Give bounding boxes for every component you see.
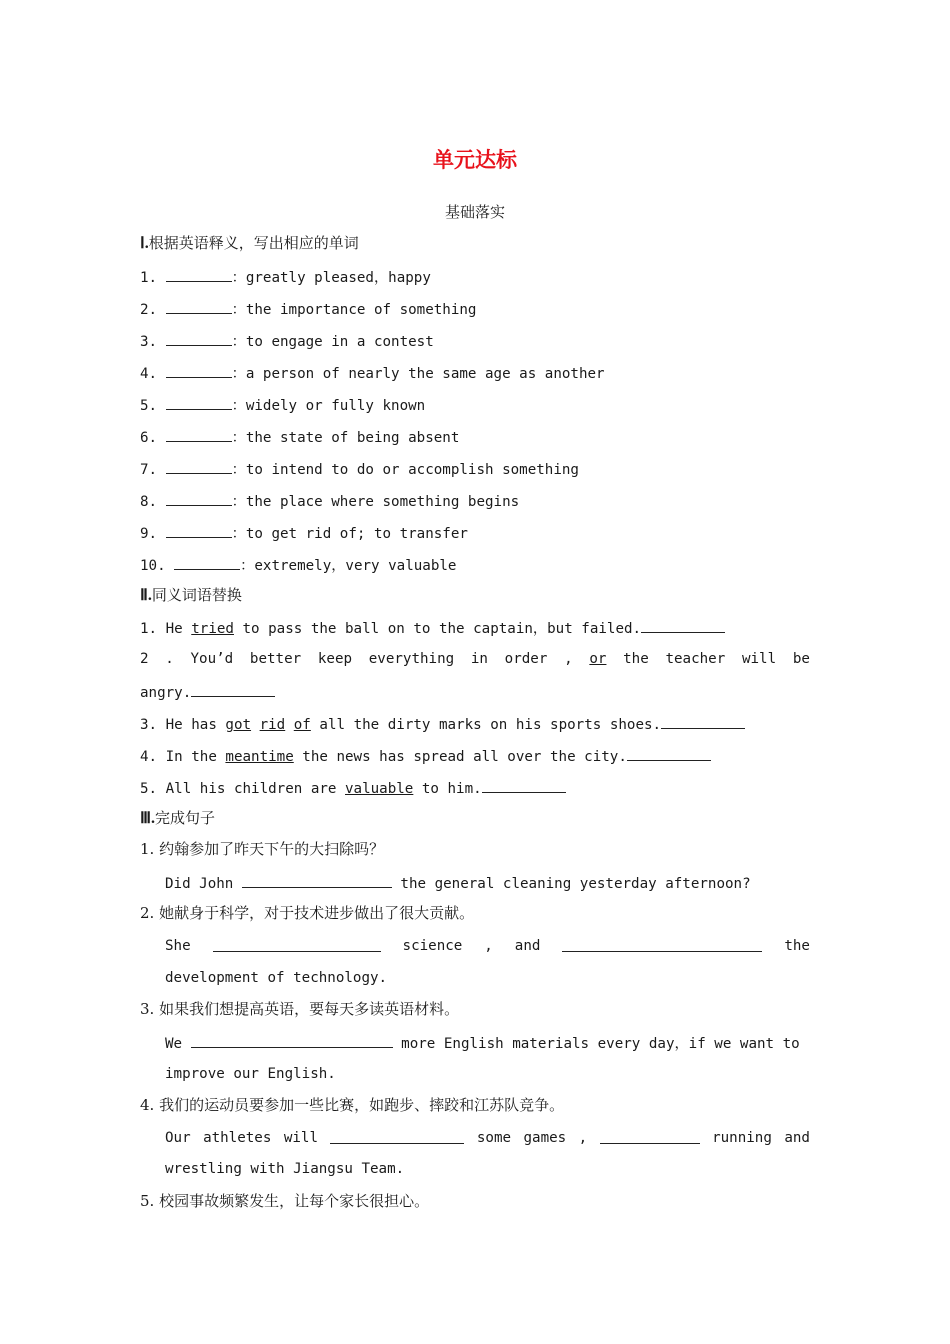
- answer-blank[interactable]: [166, 458, 232, 474]
- answer-blank[interactable]: [191, 1032, 393, 1048]
- definition-text: to get rid of; to transfer: [245, 526, 468, 542]
- synonym-question-4: 4. In the meantime the news has spread all over the city.: [140, 745, 810, 767]
- definition-text: the importance of something: [245, 302, 477, 318]
- item-number: 1.: [140, 270, 158, 286]
- answer-blank[interactable]: [330, 1128, 464, 1144]
- colon: ：: [231, 366, 246, 382]
- section-1-heading: [140, 232, 359, 253]
- definition-item: [140, 554, 810, 576]
- section-2-title: 同义词语替换: [151, 586, 242, 604]
- definition-item: [140, 522, 810, 544]
- item-number: 5.: [140, 398, 158, 414]
- section-subtitle: 基础落实: [444, 203, 505, 221]
- colon: ：: [231, 430, 246, 446]
- translation-question-3-cn: 3. 如果我们想提高英语，要每天多读英语材料。: [140, 1000, 460, 1018]
- synonym-question-5: 5. All his children are valuable to him.: [140, 777, 810, 799]
- definition-item: [140, 458, 810, 480]
- colon: ：: [231, 494, 246, 510]
- answer-blank[interactable]: [482, 777, 566, 793]
- translation-question-2-cn: 2. 她献身于科学，对于技术进步做出了很大贡献。: [140, 904, 475, 922]
- answer-blank[interactable]: [166, 394, 232, 410]
- answer-blank[interactable]: [191, 681, 275, 697]
- definition-text: the state of being absent: [245, 430, 460, 446]
- item-number: 7.: [140, 462, 158, 478]
- item-number: 6.: [140, 430, 158, 446]
- definition-item: [140, 490, 810, 512]
- definition-item: [140, 426, 810, 448]
- answer-blank[interactable]: [242, 872, 392, 888]
- section-3-heading: [140, 807, 215, 828]
- translation-question-3: We more English materials every day，if we want to: [165, 1032, 810, 1054]
- answer-blank[interactable]: [166, 426, 232, 442]
- item-number: 9.: [140, 526, 158, 542]
- translation-question-4-cont: wrestling with Jiangsu Team.: [165, 1161, 405, 1177]
- definition-text: extremely，very valuable: [254, 558, 457, 574]
- section-2-numeral: Ⅱ.: [140, 587, 152, 604]
- translation-question-2-cont: development of technology.: [165, 970, 388, 986]
- definition-text: widely or fully known: [245, 398, 426, 414]
- definition-item: [140, 298, 810, 320]
- translation-question-4: Our athletes will some games , running and: [165, 1130, 810, 1146]
- item-number: 3.: [140, 334, 158, 350]
- answer-blank[interactable]: [641, 617, 725, 633]
- answer-blank[interactable]: [166, 266, 232, 282]
- definition-text: to engage in a contest: [245, 334, 434, 350]
- definition-text: greatly pleased，happy: [245, 270, 431, 286]
- answer-blank[interactable]: [166, 298, 232, 314]
- answer-blank[interactable]: [600, 1128, 700, 1144]
- section-2-heading: [140, 584, 242, 605]
- answer-blank[interactable]: [166, 362, 232, 378]
- section-3-title: 完成句子: [155, 809, 216, 827]
- section-3-numeral: Ⅲ.: [140, 810, 156, 827]
- answer-blank[interactable]: [661, 713, 745, 729]
- answer-blank[interactable]: [627, 745, 711, 761]
- definition-item: [140, 330, 810, 352]
- definition-item: [140, 362, 810, 384]
- synonym-question-1: 1. He tried to pass the ball on to the captain，but failed.: [140, 617, 810, 639]
- translation-question-5-cn: 5. 校园事故频繁发生，让每个家长很担心。: [140, 1192, 430, 1210]
- definition-text: to intend to do or accomplish something: [245, 462, 579, 478]
- definition-item: [140, 266, 810, 288]
- underlined-word: or: [589, 651, 607, 667]
- colon: ：: [231, 334, 246, 350]
- answer-blank[interactable]: [166, 522, 232, 538]
- page-title: 单元达标: [433, 148, 517, 172]
- item-number: 8.: [140, 494, 158, 510]
- colon: ：: [231, 462, 246, 478]
- answer-blank[interactable]: [166, 330, 232, 346]
- synonym-question-2-cont: angry.: [140, 681, 810, 703]
- item-number: 10.: [140, 558, 166, 574]
- translation-question-4-cn: 4. 我们的运动员要参加一些比赛，如跑步、摔跤和江苏队竞争。: [140, 1096, 565, 1114]
- colon: ：: [231, 526, 246, 542]
- synonym-question-2: 2 . You’d better keep everything in order , or the teacher will be: [140, 651, 810, 667]
- section-1-numeral: Ⅰ.: [140, 235, 149, 252]
- colon: ：: [231, 270, 246, 286]
- translation-question-3-cont: improve our English.: [165, 1066, 336, 1082]
- definition-text: a person of nearly the same age as another: [245, 366, 605, 382]
- definition-text: the place where something begins: [245, 494, 520, 510]
- answer-blank[interactable]: [166, 490, 232, 506]
- answer-blank[interactable]: [562, 936, 762, 952]
- item-number: 2.: [140, 302, 158, 318]
- answer-blank[interactable]: [213, 936, 381, 952]
- definition-item: [140, 394, 810, 416]
- colon: ：: [240, 558, 255, 574]
- translation-question-2: She science , and the: [165, 938, 810, 954]
- item-number: 4.: [140, 366, 158, 382]
- colon: ：: [231, 302, 246, 318]
- synonym-question-3: 3. He has got rid of all the dirty marks on his sports shoes.: [140, 713, 810, 735]
- underlined-word: tried: [191, 621, 234, 637]
- colon: ：: [231, 398, 246, 414]
- translation-question-1-cn: 1. 约翰参加了昨天下午的大扫除吗？: [140, 840, 385, 858]
- translation-question-1: Did John the general cleaning yesterday afternoon?: [165, 872, 810, 894]
- answer-blank[interactable]: [174, 554, 240, 570]
- section-1-title: 根据英语释义，写出相应的单词: [148, 234, 359, 252]
